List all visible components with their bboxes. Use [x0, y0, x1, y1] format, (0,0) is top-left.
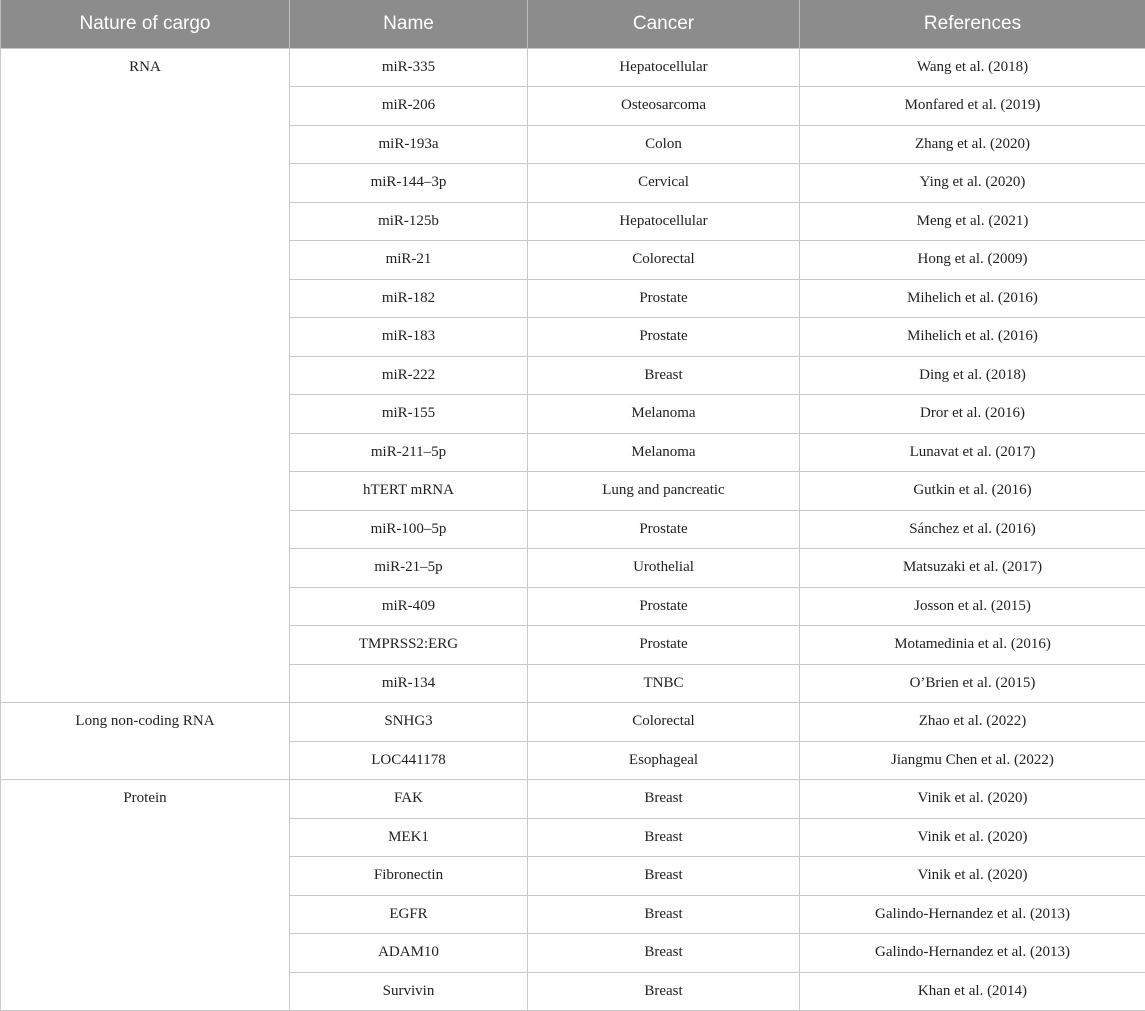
name-cell: FAK — [290, 780, 528, 819]
cargo-group-cell: Protein — [1, 780, 290, 1011]
name-cell: SNHG3 — [290, 703, 528, 742]
table-row — [1, 703, 1145, 742]
name-cell: miR-144–3p — [290, 164, 528, 203]
reference-cell: Galindo-Hernandez et al. (2013) — [800, 934, 1145, 973]
reference-cell: Zhang et al. (2020) — [800, 125, 1145, 164]
reference-cell: Monfared et al. (2019) — [800, 87, 1145, 126]
reference-cell: Vinik et al. (2020) — [800, 780, 1145, 819]
cancer-cell: Breast — [528, 780, 800, 819]
name-cell: Survivin — [290, 972, 528, 1011]
name-cell: miR-206 — [290, 87, 528, 126]
reference-cell: Ding et al. (2018) — [800, 356, 1145, 395]
cancer-cell: Breast — [528, 895, 800, 934]
reference-cell: Lunavat et al. (2017) — [800, 433, 1145, 472]
name-cell: hTERT mRNA — [290, 472, 528, 511]
cancer-cell: Esophageal — [528, 741, 800, 780]
reference-cell: Ying et al. (2020) — [800, 164, 1145, 203]
name-cell: miR-183 — [290, 318, 528, 357]
header-cancer: Cancer — [528, 0, 800, 48]
reference-cell: Motamedinia et al. (2016) — [800, 626, 1145, 665]
table-body — [1, 48, 1145, 1011]
reference-cell: Hong et al. (2009) — [800, 241, 1145, 280]
name-cell: miR-21–5p — [290, 549, 528, 588]
name-cell: miR-134 — [290, 664, 528, 703]
cancer-cell: Prostate — [528, 318, 800, 357]
header-row — [1, 0, 1145, 48]
cancer-cell: Cervical — [528, 164, 800, 203]
reference-cell: O’Brien et al. (2015) — [800, 664, 1145, 703]
name-cell: miR-21 — [290, 241, 528, 280]
header-name: Name — [290, 0, 528, 48]
cancer-cell: Breast — [528, 934, 800, 973]
name-cell: miR-335 — [290, 48, 528, 87]
table-row — [1, 780, 1145, 819]
table-row — [1, 48, 1145, 87]
cancer-cell: Melanoma — [528, 395, 800, 434]
cargo-group-cell: RNA — [1, 48, 290, 703]
name-cell: LOC441178 — [290, 741, 528, 780]
reference-cell: Mihelich et al. (2016) — [800, 279, 1145, 318]
cancer-cell: TNBC — [528, 664, 800, 703]
cancer-cell: Prostate — [528, 510, 800, 549]
cancer-cell: Hepatocellular — [528, 202, 800, 241]
name-cell: miR-155 — [290, 395, 528, 434]
reference-cell: Dror et al. (2016) — [800, 395, 1145, 434]
reference-cell: Zhao et al. (2022) — [800, 703, 1145, 742]
cancer-cell: Prostate — [528, 279, 800, 318]
name-cell: miR-193a — [290, 125, 528, 164]
cancer-cell: Osteosarcoma — [528, 87, 800, 126]
reference-cell: Khan et al. (2014) — [800, 972, 1145, 1011]
reference-cell: Galindo-Hernandez et al. (2013) — [800, 895, 1145, 934]
reference-cell: Meng et al. (2021) — [800, 202, 1145, 241]
cancer-cell: Melanoma — [528, 433, 800, 472]
reference-cell: Wang et al. (2018) — [800, 48, 1145, 87]
name-cell: MEK1 — [290, 818, 528, 857]
name-cell: TMPRSS2:ERG — [290, 626, 528, 665]
reference-cell: Jiangmu Chen et al. (2022) — [800, 741, 1145, 780]
cancer-cell: Hepatocellular — [528, 48, 800, 87]
name-cell: miR-211–5p — [290, 433, 528, 472]
reference-cell: Vinik et al. (2020) — [800, 818, 1145, 857]
reference-cell: Vinik et al. (2020) — [800, 857, 1145, 896]
name-cell: miR-409 — [290, 587, 528, 626]
reference-cell: Mihelich et al. (2016) — [800, 318, 1145, 357]
header-references: References — [800, 0, 1145, 48]
cancer-cell: Colon — [528, 125, 800, 164]
name-cell: miR-100–5p — [290, 510, 528, 549]
cancer-cell: Breast — [528, 818, 800, 857]
cancer-cell: Breast — [528, 972, 800, 1011]
cancer-cell: Colorectal — [528, 241, 800, 280]
cancer-cell: Breast — [528, 857, 800, 896]
cancer-cell: Prostate — [528, 587, 800, 626]
name-cell: miR-182 — [290, 279, 528, 318]
cancer-cell: Prostate — [528, 626, 800, 665]
cancer-cell: Breast — [528, 356, 800, 395]
reference-cell: Sánchez et al. (2016) — [800, 510, 1145, 549]
header-nature-of-cargo: Nature of cargo — [1, 0, 290, 48]
table-header — [1, 0, 1145, 48]
reference-cell: Matsuzaki et al. (2017) — [800, 549, 1145, 588]
name-cell: Fibronectin — [290, 857, 528, 896]
cancer-cell: Lung and pancreatic — [528, 472, 800, 511]
reference-cell: Gutkin et al. (2016) — [800, 472, 1145, 511]
cancer-cell: Urothelial — [528, 549, 800, 588]
name-cell: EGFR — [290, 895, 528, 934]
cargo-group-cell: Long non-coding RNA — [1, 703, 290, 780]
name-cell: miR-222 — [290, 356, 528, 395]
name-cell: ADAM10 — [290, 934, 528, 973]
cancer-cell: Colorectal — [528, 703, 800, 742]
name-cell: miR-125b — [290, 202, 528, 241]
reference-cell: Josson et al. (2015) — [800, 587, 1145, 626]
